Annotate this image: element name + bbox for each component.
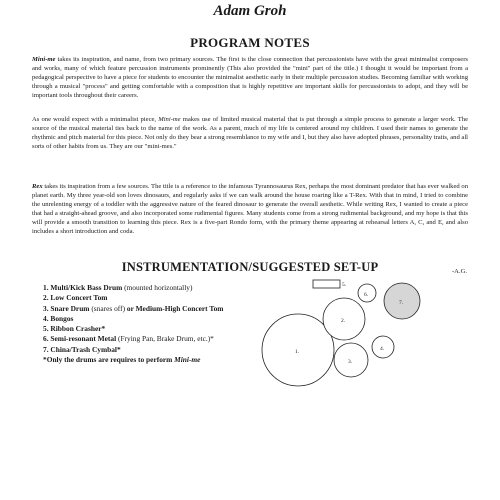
instrument-name: 2. Low Concert Tom — [43, 293, 108, 303]
instrument-name: 7. China/Trash Cymbal* — [43, 344, 121, 354]
instrument-name: 5. Ribbon Crasher* — [43, 324, 106, 334]
list-item — [43, 334, 223, 344]
label-3: 3. — [348, 359, 353, 365]
program-notes-heading: PROGRAM NOTES — [190, 35, 310, 50]
title-rex: Rex — [32, 183, 43, 190]
signature: -A.G. — [451, 268, 467, 275]
title-mini-me-inline: Mini-me — [158, 116, 181, 123]
list-item — [43, 283, 223, 293]
list-item — [43, 304, 223, 314]
setup-diagram — [260, 278, 460, 390]
label-1: 1. — [295, 349, 300, 355]
paragraph-text: makes use of limited musical material that is put through a simple process to generate a larger work. The source of the musical material ties back to the name of the work. As a parent, much of my life is centered around my children. I used their names to generate the rhythmic and pitch material for this piece. Not only do they bear a strong resemblance to my wife and I, but they also have adopted phrases, personality traits, and all sorts of other habits from us. They are our "mini-mes." — [32, 116, 469, 151]
instrument-list — [43, 283, 223, 365]
footnote-title: Mini-me — [174, 355, 201, 365]
instrument-name: 3. Snare Drum — [43, 303, 90, 313]
instrument-name: 6. Semi-resonant Metal — [43, 334, 117, 344]
footnote-text: *Only the drums are requires to perform — [43, 355, 175, 365]
list-item — [43, 314, 223, 324]
label-2: 2. — [341, 318, 346, 324]
label-5: 5. — [342, 282, 347, 288]
title-mini-me: Mini-me — [32, 56, 56, 63]
list-item — [43, 293, 223, 303]
footnote — [43, 355, 223, 365]
label-6: 6. — [364, 292, 369, 298]
notes-paragraph-rex — [32, 182, 468, 237]
instrument-note: (Frying Pan, Brake Drum, etc.)* — [116, 334, 214, 344]
author-name: Adam Groh — [213, 3, 287, 19]
label-4: 4. — [380, 346, 385, 352]
notes-paragraph-mini-me — [32, 55, 468, 100]
paragraph-text: As one would expect with a minimalist piece, — [32, 116, 159, 123]
setup-shapes — [262, 280, 420, 386]
notes-paragraph-material — [32, 115, 468, 151]
instrument-name: 1. Multi/Kick Bass Drum — [43, 283, 123, 292]
instrument-alternate: or Medium-High Concert Tom — [126, 303, 224, 313]
list-item — [43, 345, 223, 355]
instrument-note: (mounted horizontally) — [122, 283, 193, 292]
paragraph-text: takes its inspiration from a few sources. The title is a reference to the infamous Tyrannosaurus Rex, perhaps the most dominant predator that has ever walked on planet earth. My three year-old son loves dinosaurs, and regularly asks if we can walk around the house roaring like a T-Rex. With that in mind, I tried to combine the unrelenting energy of a toddler with the aggressive nature of the feared dinosaur to generate the overall aesthetic. While writing Rex, I wanted to create a piece that had a straight-ahead groove, and also incorporated some rudimental figures. Many students come from a strong rudimental background, and my hope is that this will provide a smooth transition to learning this piece. Rex is a five-part Rondo form, with the primary theme appearing at rehearsal letters A, C, and E, and also includes a short introduction and coda. — [32, 183, 468, 236]
instrument-name: 4. Bongos — [43, 313, 74, 323]
paragraph-text: takes its inspiration, and name, from two primary sources. The first is the close connection that percussionists have with the great minimalist composers and works, many of which feature percussion instruments prominently (This also provided the "mini" part of the title.) I thought it would be important from a pedagogical perspective to have a piece for students to encounter the minimalist aesthetic early in their multiple percussion studies. Becoming familiar with working through a musical "process" and getting comfortable with a composition that is highly repetitive are important skills for percussionists to adopt, and they will be important tools throughout their careers. — [32, 56, 468, 100]
ribbon-crasher-shape — [313, 280, 340, 288]
instrument-note: (snares off) — [89, 303, 127, 313]
list-item — [43, 324, 223, 334]
label-7: 7. — [399, 300, 404, 306]
instrumentation-heading: INSTRUMENTATION/SUGGESTED SET-UP — [121, 260, 379, 274]
